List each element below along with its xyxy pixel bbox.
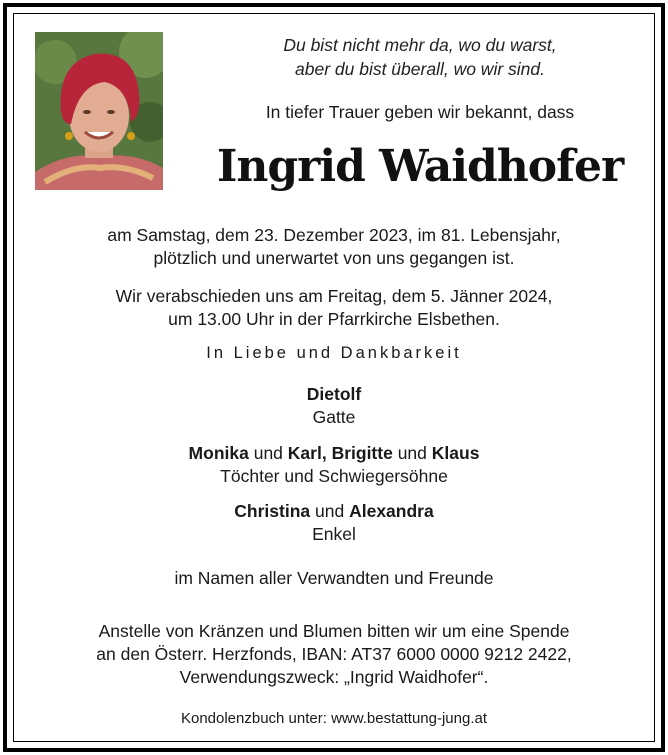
- grandchildren-role: Enkel: [312, 524, 356, 544]
- child-name-1: Monika: [188, 443, 249, 463]
- portrait-photo: [35, 32, 163, 190]
- portrait-image: [35, 32, 163, 190]
- grandchild-name-2: Alexandra: [349, 501, 434, 521]
- deceased-name: Ingrid Waidhofer: [216, 141, 624, 192]
- children-role: Töchter und Schwiegersöhne: [220, 466, 448, 486]
- grandchild-name-1: Christina: [234, 501, 311, 521]
- donation-line-3: Verwendungszweck: „Ingrid Waidhofer“.: [179, 667, 489, 687]
- death-line-1: am Samstag, dem 23. Dezember 2023, im 81. Lebensjahr,: [107, 225, 561, 245]
- condolence-book-line: Kondolenzbuch unter: www.bestattung-jung.at: [180, 710, 488, 727]
- connector-and-1: und: [253, 443, 283, 463]
- child-name-2: Karl, Brigitte: [287, 443, 393, 463]
- quote-line-2: aber du bist überall, wo wir sind.: [295, 59, 545, 79]
- funeral-line-2: um 13.00 Uhr in der Pfarrkirche Elsbethen.: [168, 309, 500, 329]
- quote-line-1: Du bist nicht mehr da, wo du warst,: [283, 35, 557, 55]
- spouse-name: [20, 383, 648, 405]
- funeral-line-1: Wir verabschieden uns am Freitag, dem 5. Jänner 2024,: [115, 286, 553, 306]
- donation-line-2: an den Österr. Herzfonds, IBAN: AT37 6000 0000 9212 2422,: [96, 644, 572, 664]
- spouse-name-text: Dietolf: [306, 384, 362, 404]
- relatives-line: im Namen aller Verwandten und Freunde: [174, 568, 494, 588]
- death-line-2: plötzlich und unerwartet von uns gegangen ist.: [153, 248, 515, 268]
- child-name-3: Klaus: [431, 443, 480, 463]
- children-names: [20, 442, 648, 464]
- grandchildren-names: [20, 500, 648, 522]
- spouse-role: Gatte: [312, 407, 356, 427]
- connector-and-2: und: [397, 443, 427, 463]
- donation-line-1: Anstelle von Kränzen und Blumen bitten wir um eine Spende: [98, 621, 570, 641]
- closing-phrase: In Liebe und Dankbarkeit: [206, 344, 462, 362]
- connector-and-3: und: [315, 501, 345, 521]
- intro-text: In tiefer Trauer geben wir bekannt, dass: [265, 102, 575, 122]
